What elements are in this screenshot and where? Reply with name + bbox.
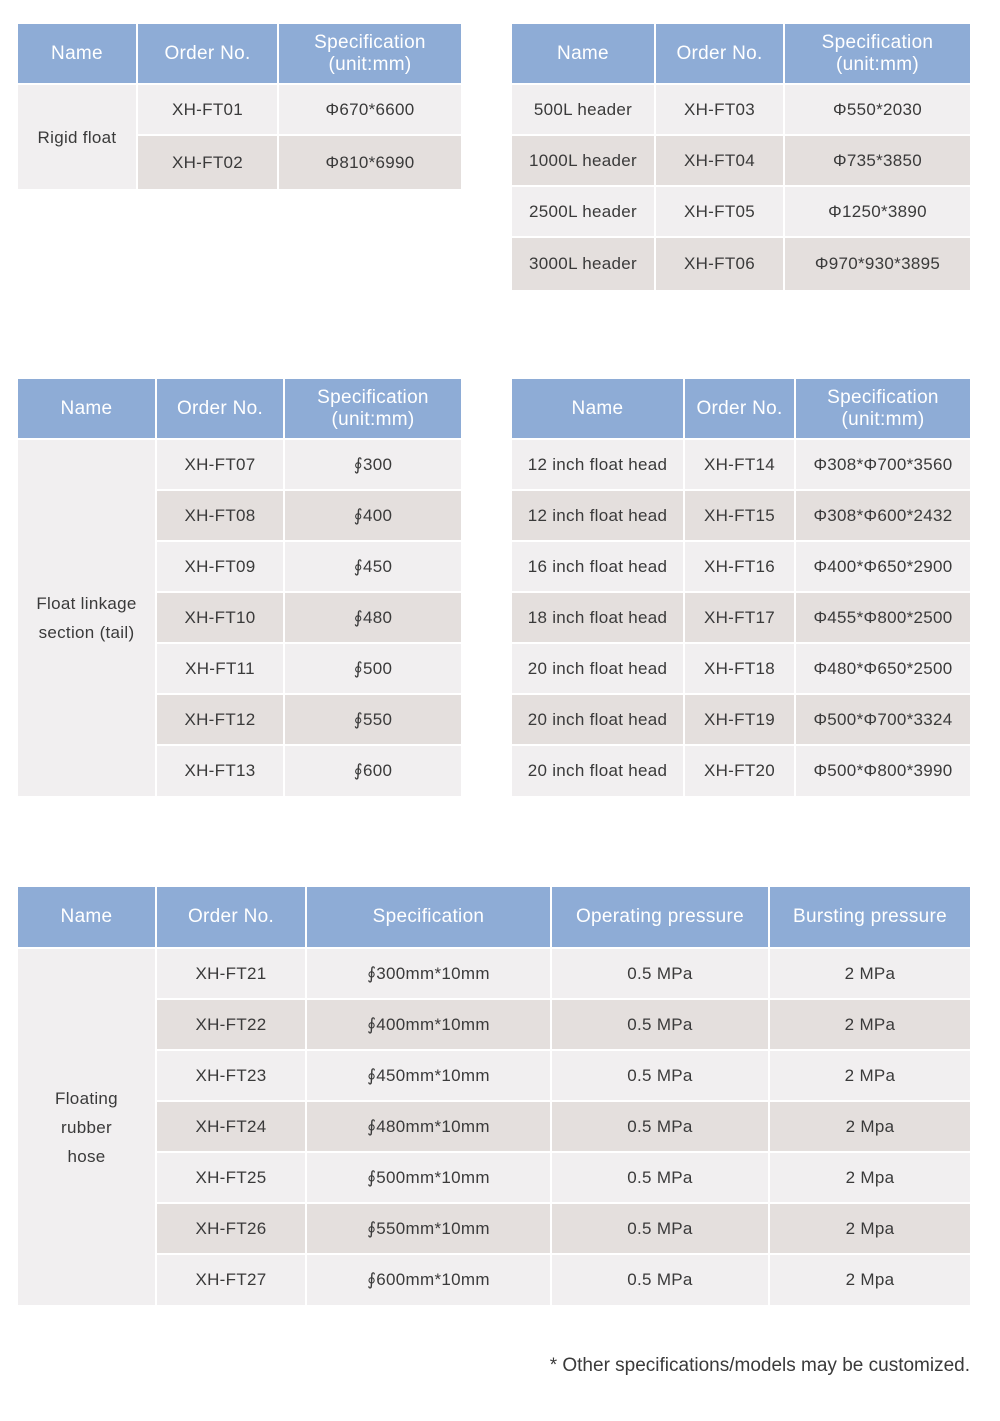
order-no-cell: XH-FT12 <box>156 694 284 745</box>
column-header-specification: Specification <box>306 887 551 948</box>
column-header-operating-pressure: Operating pressure <box>551 887 769 948</box>
order-no-cell: XH-FT05 <box>655 186 784 237</box>
table-row <box>512 643 970 694</box>
spec-cell: Φ400*Φ650*2900 <box>795 541 970 592</box>
order-no-cell: XH-FT20 <box>684 745 795 797</box>
name-cell: 12 inch float head <box>512 490 684 541</box>
order-no-cell: XH-FT14 <box>684 439 795 490</box>
column-header-name: Name <box>512 379 684 439</box>
name-cell: 16 inch float head <box>512 541 684 592</box>
spec-cell: ∮550 <box>284 694 461 745</box>
group-name-cell: Floating rubber hose <box>18 948 156 1306</box>
bursting-pressure-cell: 2 MPa <box>769 948 970 999</box>
header-table <box>512 24 970 292</box>
spec-cell: ∮300mm*10mm <box>306 948 551 999</box>
spec-cell: ∮550mm*10mm <box>306 1203 551 1254</box>
order-no-cell: XH-FT02 <box>137 135 278 190</box>
order-no-cell: XH-FT07 <box>156 439 284 490</box>
table-row <box>18 1050 970 1101</box>
operating-pressure-cell: 0.5 MPa <box>551 1203 769 1254</box>
spec-cell: ∮600mm*10mm <box>306 1254 551 1306</box>
table-row <box>18 1254 970 1306</box>
table-row <box>512 439 970 490</box>
operating-pressure-cell: 0.5 MPa <box>551 948 769 999</box>
bursting-pressure-cell: 2 Mpa <box>769 1203 970 1254</box>
bursting-pressure-cell: 2 Mpa <box>769 1254 970 1306</box>
column-header-name: Name <box>512 24 655 84</box>
table-header-row <box>18 379 461 439</box>
spec-cell: Φ500*Φ700*3324 <box>795 694 970 745</box>
table-row <box>18 1101 970 1152</box>
floating-hose-table <box>18 887 970 1307</box>
name-cell: 20 inch float head <box>512 745 684 797</box>
float-linkage-table <box>18 379 461 798</box>
bursting-pressure-cell: 2 MPa <box>769 999 970 1050</box>
column-header-bursting-pressure: Bursting pressure <box>769 887 970 948</box>
spec-cell: Φ735*3850 <box>784 135 970 186</box>
spec-cell: Φ308*Φ700*3560 <box>795 439 970 490</box>
order-no-cell: XH-FT06 <box>655 237 784 291</box>
table-header-row <box>512 379 970 439</box>
spec-cell: Φ550*2030 <box>784 84 970 135</box>
order-no-cell: XH-FT21 <box>156 948 306 999</box>
bursting-pressure-cell: 2 MPa <box>769 1050 970 1101</box>
name-cell: 12 inch float head <box>512 439 684 490</box>
table-row <box>512 237 970 291</box>
table-row <box>512 592 970 643</box>
order-no-cell: XH-FT13 <box>156 745 284 797</box>
column-header-order-no: Order No. <box>684 379 795 439</box>
order-no-cell: XH-FT26 <box>156 1203 306 1254</box>
order-no-cell: XH-FT24 <box>156 1101 306 1152</box>
order-no-cell: XH-FT10 <box>156 592 284 643</box>
customization-footnote: * Other specifications/models may be customized. <box>549 1355 970 1376</box>
table-row <box>18 84 461 135</box>
spec-cell: ∮450 <box>284 541 461 592</box>
float-head-table <box>512 379 970 798</box>
spec-cell: ∮450mm*10mm <box>306 1050 551 1101</box>
column-header-name: Name <box>18 379 156 439</box>
order-no-cell: XH-FT18 <box>684 643 795 694</box>
name-cell: 500L header <box>512 84 655 135</box>
column-header-name: Name <box>18 887 156 948</box>
spec-cell: Φ500*Φ800*3990 <box>795 745 970 797</box>
spec-cell: ∮600 <box>284 745 461 797</box>
table-row <box>512 84 970 135</box>
spec-cell: Φ810*6990 <box>278 135 461 190</box>
column-header-specification: Specification (unit:mm) <box>784 24 970 84</box>
order-no-cell: XH-FT15 <box>684 490 795 541</box>
table-row <box>18 439 461 490</box>
column-header-order-no: Order No. <box>137 24 278 84</box>
spec-cell: Φ670*6600 <box>278 84 461 135</box>
name-cell: 1000L header <box>512 135 655 186</box>
group-name-cell: Float linkage section (tail) <box>18 439 156 797</box>
operating-pressure-cell: 0.5 MPa <box>551 1152 769 1203</box>
spec-cell: ∮400 <box>284 490 461 541</box>
bursting-pressure-cell: 2 Mpa <box>769 1101 970 1152</box>
spec-cell: Φ970*930*3895 <box>784 237 970 291</box>
name-cell: 18 inch float head <box>512 592 684 643</box>
table-row <box>512 541 970 592</box>
table-header-row <box>18 887 970 948</box>
column-header-name: Name <box>18 24 137 84</box>
name-cell: 20 inch float head <box>512 694 684 745</box>
table-row <box>18 1203 970 1254</box>
table-row <box>18 1152 970 1203</box>
order-no-cell: XH-FT27 <box>156 1254 306 1306</box>
order-no-cell: XH-FT22 <box>156 999 306 1050</box>
spec-cell: ∮300 <box>284 439 461 490</box>
spec-cell: Φ1250*3890 <box>784 186 970 237</box>
order-no-cell: XH-FT08 <box>156 490 284 541</box>
spec-cell: ∮480mm*10mm <box>306 1101 551 1152</box>
operating-pressure-cell: 0.5 MPa <box>551 1101 769 1152</box>
order-no-cell: XH-FT25 <box>156 1152 306 1203</box>
table-row <box>512 490 970 541</box>
spec-cell: ∮500 <box>284 643 461 694</box>
order-no-cell: XH-FT11 <box>156 643 284 694</box>
column-header-order-no: Order No. <box>156 887 306 948</box>
order-no-cell: XH-FT19 <box>684 694 795 745</box>
spec-cell: ∮400mm*10mm <box>306 999 551 1050</box>
operating-pressure-cell: 0.5 MPa <box>551 999 769 1050</box>
column-header-specification: Specification (unit:mm) <box>278 24 461 84</box>
spec-cell: ∮500mm*10mm <box>306 1152 551 1203</box>
order-no-cell: XH-FT03 <box>655 84 784 135</box>
order-no-cell: XH-FT01 <box>137 84 278 135</box>
operating-pressure-cell: 0.5 MPa <box>551 1254 769 1306</box>
name-cell: 20 inch float head <box>512 643 684 694</box>
order-no-cell: XH-FT23 <box>156 1050 306 1101</box>
order-no-cell: XH-FT09 <box>156 541 284 592</box>
table-row <box>512 135 970 186</box>
order-no-cell: XH-FT17 <box>684 592 795 643</box>
rigid-float-table <box>18 24 461 191</box>
group-name-cell: Rigid float <box>18 84 137 190</box>
spec-cell: Φ308*Φ600*2432 <box>795 490 970 541</box>
column-header-specification: Specification (unit:mm) <box>795 379 970 439</box>
table-row <box>18 948 970 999</box>
column-header-order-no: Order No. <box>655 24 784 84</box>
order-no-cell: XH-FT16 <box>684 541 795 592</box>
column-header-specification: Specification (unit:mm) <box>284 379 461 439</box>
spec-cell: Φ480*Φ650*2500 <box>795 643 970 694</box>
table-row <box>512 694 970 745</box>
spec-cell: ∮480 <box>284 592 461 643</box>
table-header-row <box>512 24 970 84</box>
table-row <box>18 999 970 1050</box>
name-cell: 2500L header <box>512 186 655 237</box>
table-row <box>512 745 970 797</box>
spec-cell: Φ455*Φ800*2500 <box>795 592 970 643</box>
table-header-row <box>18 24 461 84</box>
order-no-cell: XH-FT04 <box>655 135 784 186</box>
table-row <box>512 186 970 237</box>
operating-pressure-cell: 0.5 MPa <box>551 1050 769 1101</box>
column-header-order-no: Order No. <box>156 379 284 439</box>
name-cell: 3000L header <box>512 237 655 291</box>
bursting-pressure-cell: 2 Mpa <box>769 1152 970 1203</box>
